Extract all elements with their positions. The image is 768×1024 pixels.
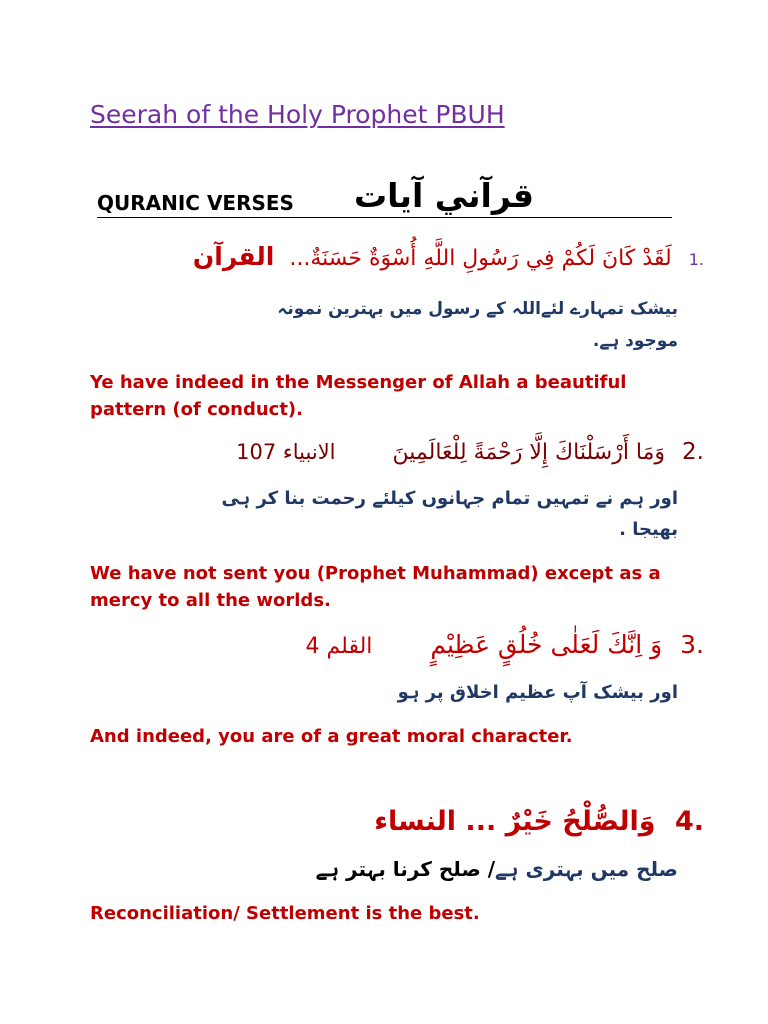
verse-1-urdu-line-2: موجود ہے.: [592, 331, 678, 351]
verse-3-source: القلم 4: [305, 634, 373, 659]
verse-3-number: 3.: [680, 630, 704, 659]
verse-2-row: [236, 439, 704, 465]
verse-3-urdu-line-1: اور بیشک آپ عظیم اخلاق پر ہو: [397, 682, 678, 703]
verse-1-arabic: لَقَدْ كَانَ لَكُمْ فِي رَسُولِ اللَّهِ أُسْوَةٌ حَسَنَةٌ...: [289, 246, 672, 271]
verse-1-number: 1.: [688, 250, 704, 269]
verse-4-urdu-part-2: / صلح کرنا بہتر ہے: [315, 857, 496, 881]
verse-4-urdu: [88, 857, 678, 881]
section-heading-arabic: قرآني آيات: [354, 176, 534, 215]
verse-4-number: 4.: [674, 806, 704, 837]
verse-1-urdu-line-1: بیشک تمہارے لئےاللہ کے رسول میں بہترین نمونہ: [277, 299, 678, 319]
verse-2-number: 2.: [682, 439, 704, 465]
verse-4-urdu-part-1: صلح میں بہتری ہے: [495, 857, 678, 881]
section-heading: [97, 176, 672, 218]
verse-2-urdu-line-1: اور ہم نے تمہیں تمام جہانوں کیلئے رحمت بنا کر ہی: [221, 488, 678, 509]
verse-3-english: And indeed, you are of a great moral character.: [90, 726, 573, 747]
verse-3-arabic: وَ اِنَّكَ لَعَلٰی خُلُقٍ عَظِیْمٍ: [430, 630, 663, 659]
page-title: Seerah of the Holy Prophet PBUH: [90, 100, 505, 129]
verse-1-source: القرآن: [192, 242, 275, 271]
verse-1-english: Ye have indeed in the Messenger of Allah a beautiful pattern (of conduct).: [90, 372, 627, 420]
section-heading-english: QURANIC VERSES: [97, 191, 294, 215]
verse-2-source: الانبياء 107: [236, 440, 336, 464]
verse-4-arabic: وَالصُّلْحُ خَيْرٌ ... النساء: [374, 806, 656, 837]
verse-2-urdu-line-2: بھیجا .: [619, 519, 678, 540]
verse-2-english: We have not sent you (Prophet Muhammad) except as a mercy to all the worlds.: [90, 563, 661, 611]
verse-1-row: [193, 242, 704, 271]
verse-4-row: [374, 806, 704, 837]
verse-2-arabic: وَمَا أَرْسَلْنَاكَ إِلَّا رَحْمَةً لِلْعَالَمِينَ: [392, 440, 666, 465]
verse-4-english: Reconciliation/ Settlement is the best.: [90, 903, 480, 924]
verse-3-row: [306, 630, 704, 659]
